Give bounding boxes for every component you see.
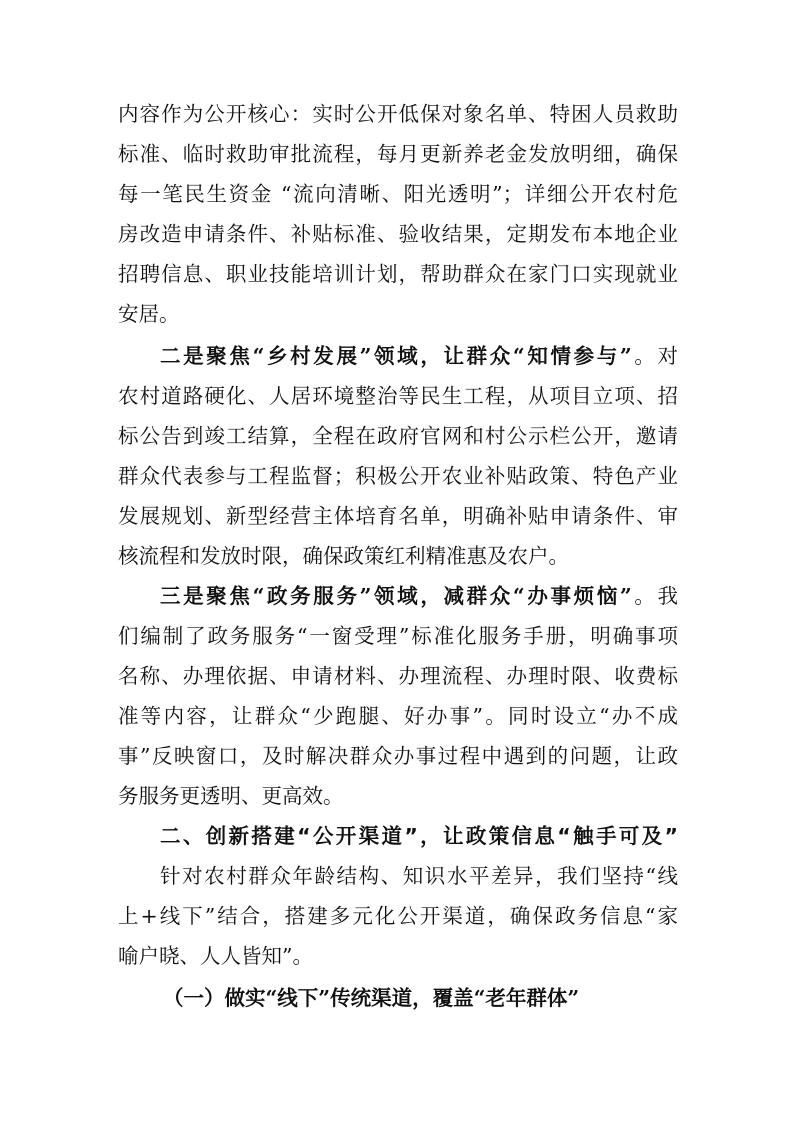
para1-line-5: 招聘信息、职业技能培训计划，帮助群众在家门口实现就业 bbox=[118, 262, 678, 286]
para4-line-3: 喻户晓、人人皆知”。 bbox=[118, 944, 313, 968]
para2-lead: 二是聚焦“乡村发展”领域，让群众“知情参与” bbox=[160, 344, 632, 368]
para2-line-4: 群众代表参与工程监督；积极公开农业补贴政策、特色产业 bbox=[118, 464, 678, 488]
para2-lead-rest: 。对 bbox=[631, 344, 678, 368]
para1-line-3: 每一笔民生资金 “流向清晰、阳光透明”；详细公开农村危 bbox=[118, 182, 678, 206]
para1-line-6: 安居。 bbox=[118, 302, 180, 326]
para2-line-5: 发展规划、新型经营主体培育名单，明确补贴申请条件、审 bbox=[118, 504, 678, 528]
para3-line-1 bbox=[160, 580, 678, 612]
para1-line-2: 标准、临时救助审批流程，每月更新养老金发放明细，确保 bbox=[118, 142, 678, 166]
section-heading: 二、创新搭建“公开渠道”，让政策信息“触手可及” bbox=[160, 824, 678, 848]
para2-line-3: 标公告到竣工结算，全程在政府官网和村公示栏公开，邀请 bbox=[118, 424, 678, 448]
para3-line-4: 准等内容，让群众“少跑腿、好办事”。同时设立“办不成 bbox=[118, 704, 678, 728]
para2-line-1 bbox=[160, 340, 678, 372]
para1-line-1: 内容作为公开核心：实时公开低保对象名单、特困人员救助 bbox=[118, 102, 678, 126]
para1-line-4: 房改造申请条件、补贴标准、验收结果，定期发布本地企业 bbox=[118, 222, 678, 246]
para3-line-6: 务服务更透明、更高效。 bbox=[118, 784, 344, 808]
subsection-heading: （一）做实“线下”传统渠道，覆盖“老年群体” bbox=[163, 986, 580, 1010]
para3-line-2: 们编制了政务服务“一窗受理”标准化服务手册，明确事项 bbox=[118, 624, 678, 648]
para3-lead-rest: 。我 bbox=[631, 584, 678, 608]
para4-line-1: 针对农村群众年龄结构、知识水平差异，我们坚持“线 bbox=[160, 864, 678, 888]
para2-line-6: 核流程和发放时限，确保政策红利精准惠及农户。 bbox=[118, 544, 569, 568]
para3-line-3: 名称、办理依据、申请材料、办理流程、办理时限、收费标 bbox=[118, 664, 678, 688]
para3-line-5: 事”反映窗口，及时解决群众办事过程中遇到的问题，让政 bbox=[118, 744, 678, 768]
para4-line-2: 上+线下”结合，搭建多元化公开渠道，确保政务信息“家 bbox=[118, 904, 678, 928]
para2-line-2: 农村道路硬化、人居环境整治等民生工程，从项目立项、招 bbox=[118, 384, 678, 408]
para3-lead: 三是聚焦“政务服务”领域，减群众“办事烦恼” bbox=[160, 584, 632, 608]
